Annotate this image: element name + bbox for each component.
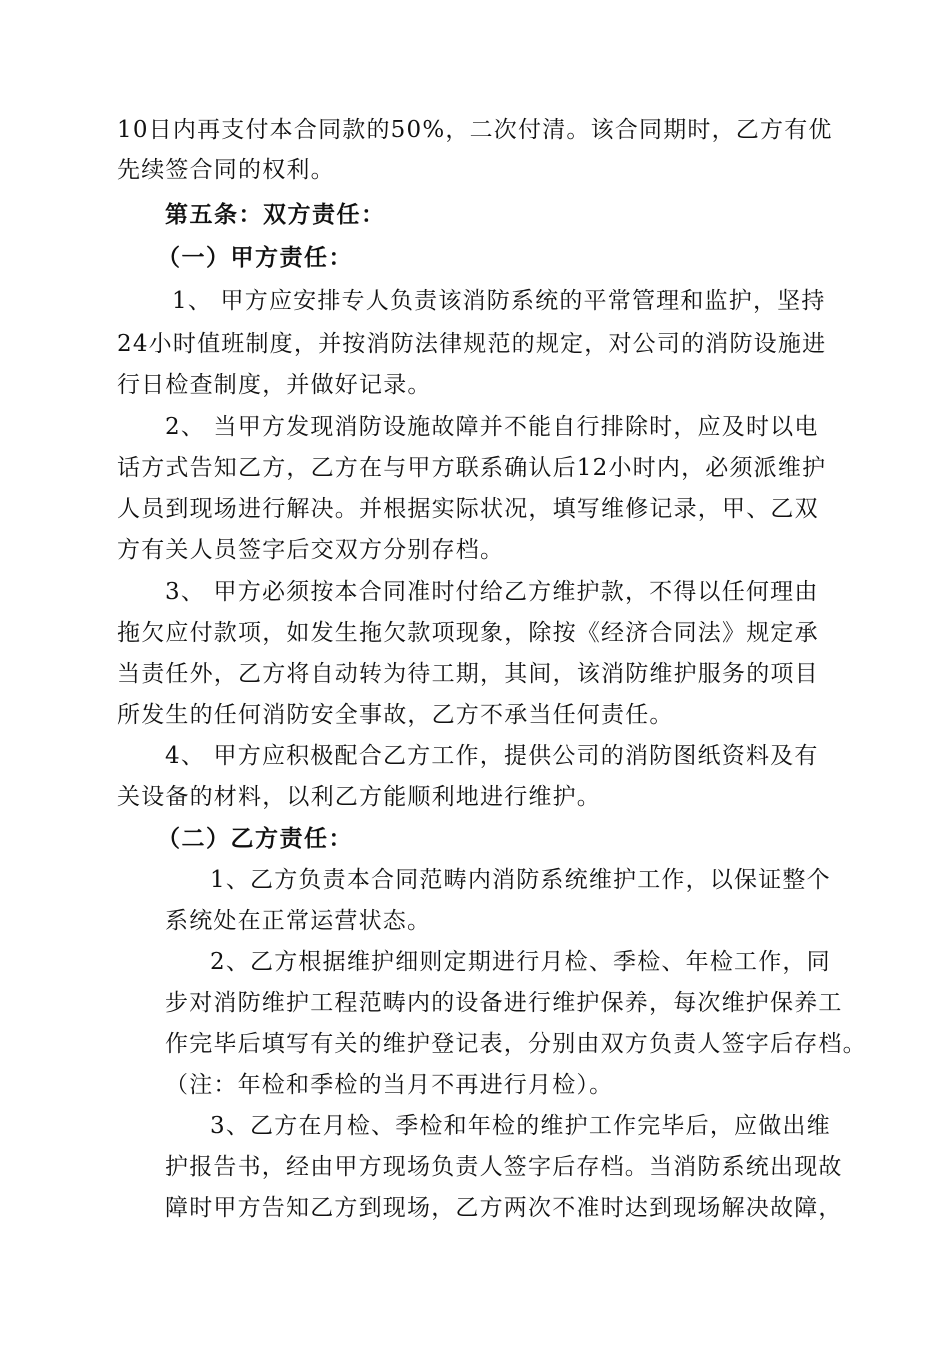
text-line: 10日内再支付本合同款的50%，二次付清。该合同期时，乙方有优 <box>117 117 833 143</box>
subsection-heading: （二）乙方责任： <box>157 825 353 852</box>
text-line: 话方式告知乙方，乙方在与甲方联系确认后12小时内，必须派维护 <box>117 455 827 481</box>
text-line: 护报告书，经由甲方现场负责人签字后存档。当消防系统出现故 <box>165 1154 843 1180</box>
text-line: 系统处在正常运营状态。 <box>165 908 432 934</box>
text-line: 3、 甲方必须按本合同准时付给乙方维护款，不得以任何理由 <box>165 579 819 605</box>
text-line: （注：年检和季检的当月不再进行月检）。 <box>165 1072 614 1098</box>
text-line: 2、乙方根据维护细则定期进行月检、季检、年检工作，同 <box>210 949 831 975</box>
text-line: 所发生的任何消防安全事故，乙方不承当任何责任。 <box>117 702 674 728</box>
text-line: 关设备的材料，以利乙方能顺利地进行维护。 <box>117 784 601 810</box>
text-line: 人员到现场进行解决。并根据实际状况，填写维修记录，甲、乙双 <box>117 496 819 522</box>
text-line: 方有关人员签字后交双方分别存档。 <box>117 537 505 563</box>
text-line: 先续签合同的权利。 <box>117 157 335 183</box>
text-line: 障时甲方告知乙方到现场，乙方两次不准时达到现场解决故障， <box>165 1195 843 1221</box>
text-line: 作完毕后填写有关的维护登记表，分别由双方负责人签字后存档。 <box>165 1031 867 1057</box>
text-line: 3、乙方在月检、季检和年检的维护工作完毕后，应做出维 <box>210 1113 831 1139</box>
text-line: 行日检查制度，并做好记录。 <box>117 372 432 398</box>
text-line: 当责任外，乙方将自动转为待工期，其间，该消防维护服务的项目 <box>117 661 819 687</box>
text-line: 24小时值班制度，并按消防法律规范的规定，对公司的消防设施进 <box>117 331 827 357</box>
section-heading: 第五条：双方责任： <box>165 201 386 228</box>
text-line: 1、乙方负责本合同范畴内消防系统维护工作，以保证整个 <box>210 867 831 893</box>
text-line: 4、 甲方应积极配合乙方工作，提供公司的消防图纸资料及有 <box>165 743 819 769</box>
text-line: 2、 当甲方发现消防设施故障并不能自行排除时，应及时以电 <box>165 414 819 440</box>
text-line: 步对消防维护工程范畴内的设备进行维护保养，每次维护保养工 <box>165 990 843 1016</box>
text-line: 拖欠应付款项，如发生拖欠款项现象，除按《经济合同法》规定承 <box>117 620 819 646</box>
subsection-heading: （一）甲方责任： <box>157 244 353 271</box>
text-line: 1、 甲方应安排专人负责该消防系统的平常管理和监护，坚持 <box>172 288 826 314</box>
